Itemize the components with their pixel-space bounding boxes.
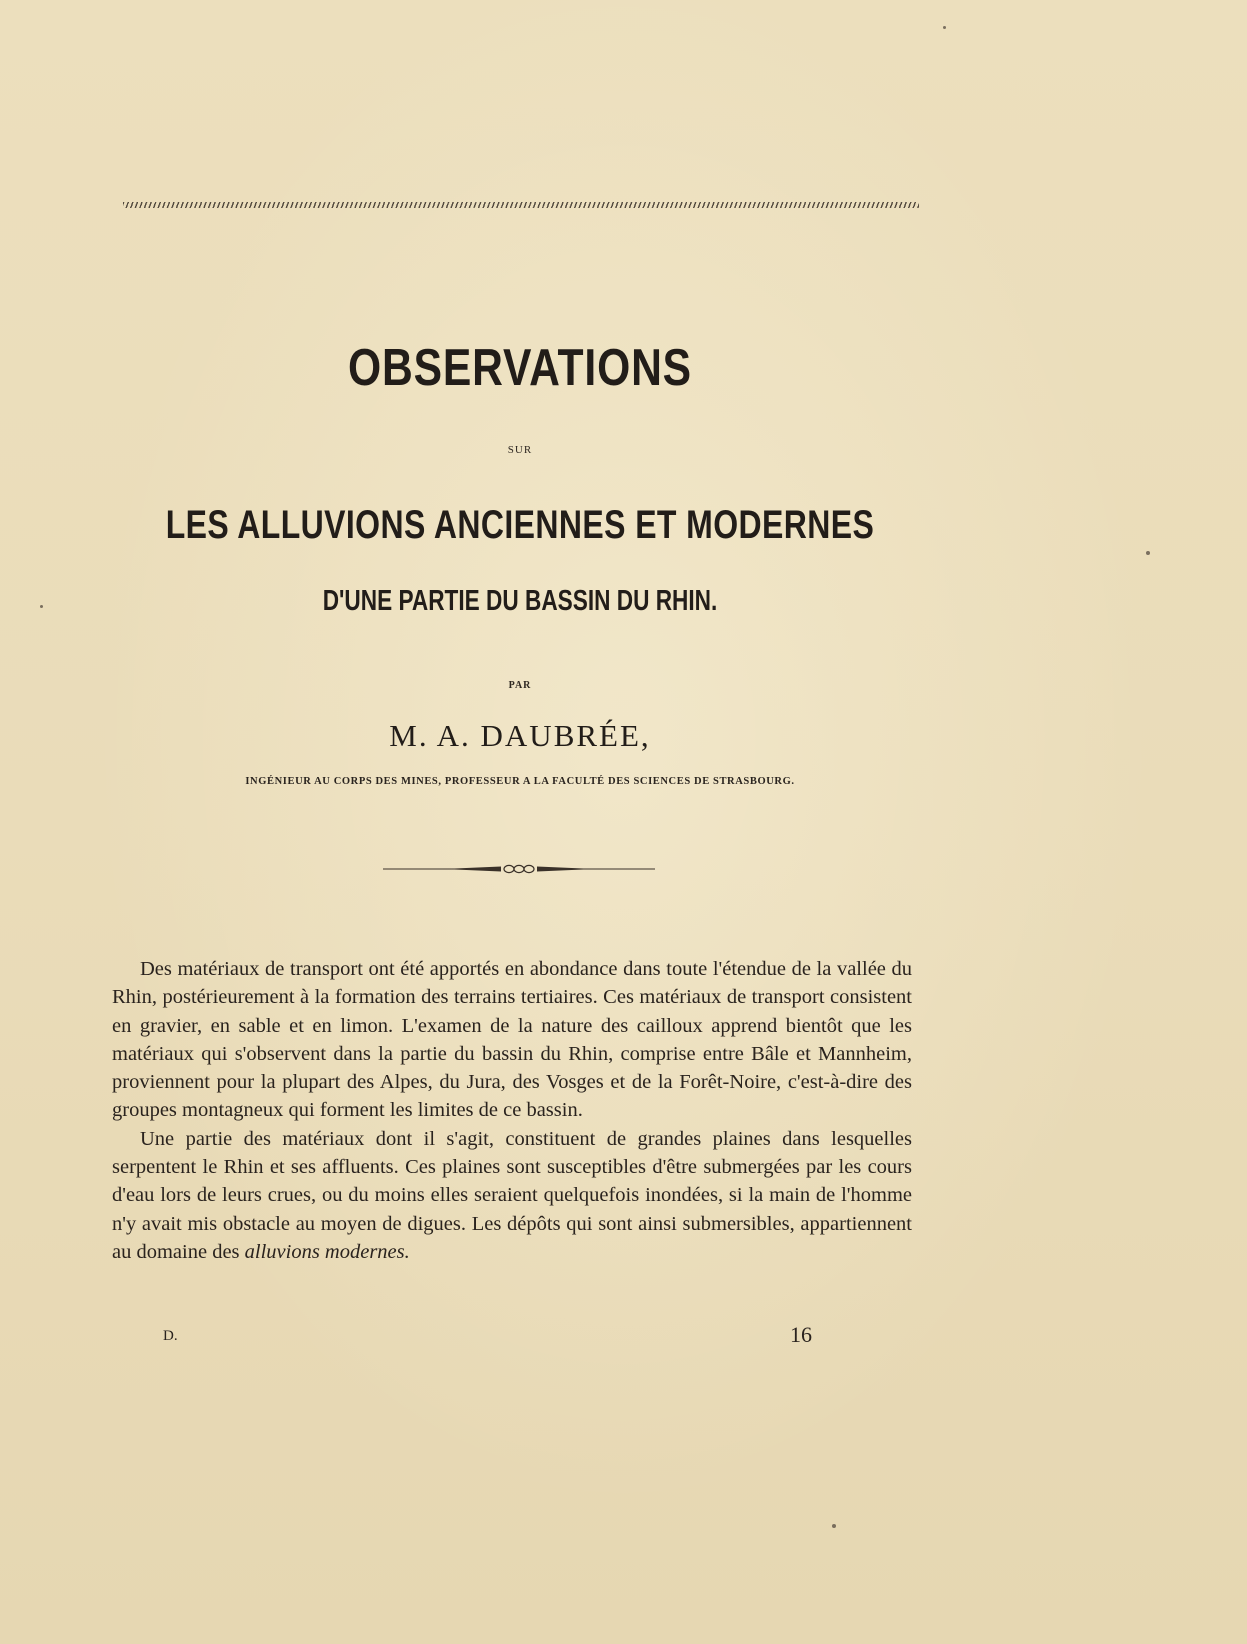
title-connector: SUR — [507, 444, 533, 456]
title-subtitle: LES ALLUVIONS ANCIENNES ET MODERNES — [165, 503, 875, 547]
author-name: M. A. DAUBRÉE, — [389, 718, 651, 753]
title-main: OBSERVATIONS — [348, 339, 692, 397]
ornament-divider — [383, 862, 655, 876]
top-decorative-rule — [123, 202, 919, 208]
speck — [832, 1524, 836, 1528]
speck — [1146, 551, 1150, 555]
title-subtitle-2: D'UNE PARTIE DU BASSIN DU RHIN. — [322, 585, 718, 617]
speck — [943, 26, 946, 29]
body-text — [112, 955, 912, 1266]
page-number: 16 — [790, 1322, 812, 1347]
body-paragraph-1: Des matériaux de transport ont été apportés en abondance dans toute l'étendue de la vallée du Rhin, postérieurement à la formation des terrains tertiaires. Ces matériaux de transport consistent en gravier, en sable et en limon. L'examen de la nature des cailloux apprend bientôt que les matériaux qui s'observent dans la partie du bassin du Rhin, comprise entre Bâle et Mannheim, proviennent pour la plupart des Alpes, du Jura, des Vosges et de la Forêt-Noire, c'est-à-dire des groupes montagneux qui forment les limites de ce bassin. — [112, 958, 912, 1122]
body-paragraph-2-italic: alluvions modernes. — [244, 1240, 410, 1263]
byline-par: PAR — [508, 680, 532, 691]
author-affiliation: INGÉNIEUR AU CORPS DES MINES, PROFESSEUR A LA FACULTÉ DES SCIENCES DE STRASBOURG. — [245, 776, 795, 787]
body-paragraph-2-text: Une partie des matériaux dont il s'agit, constituent de grandes plaines dans lesquelles serpentent le Rhin et ses affluents. Ces plaines sont susceptibles d'être submergées par les cours d'eau lors de leurs crues, ou du moins elles seraient quelquefois inondées, si la main de l'homme n'y avait mis obstacle au moyen de digues. Les dépôts qui sont ainsi submersibles, appartiennent au domaine des — [112, 1127, 912, 1263]
footer-signature: D. — [163, 1328, 178, 1344]
body-paragraph-2 — [112, 1125, 912, 1266]
speck — [40, 605, 43, 608]
